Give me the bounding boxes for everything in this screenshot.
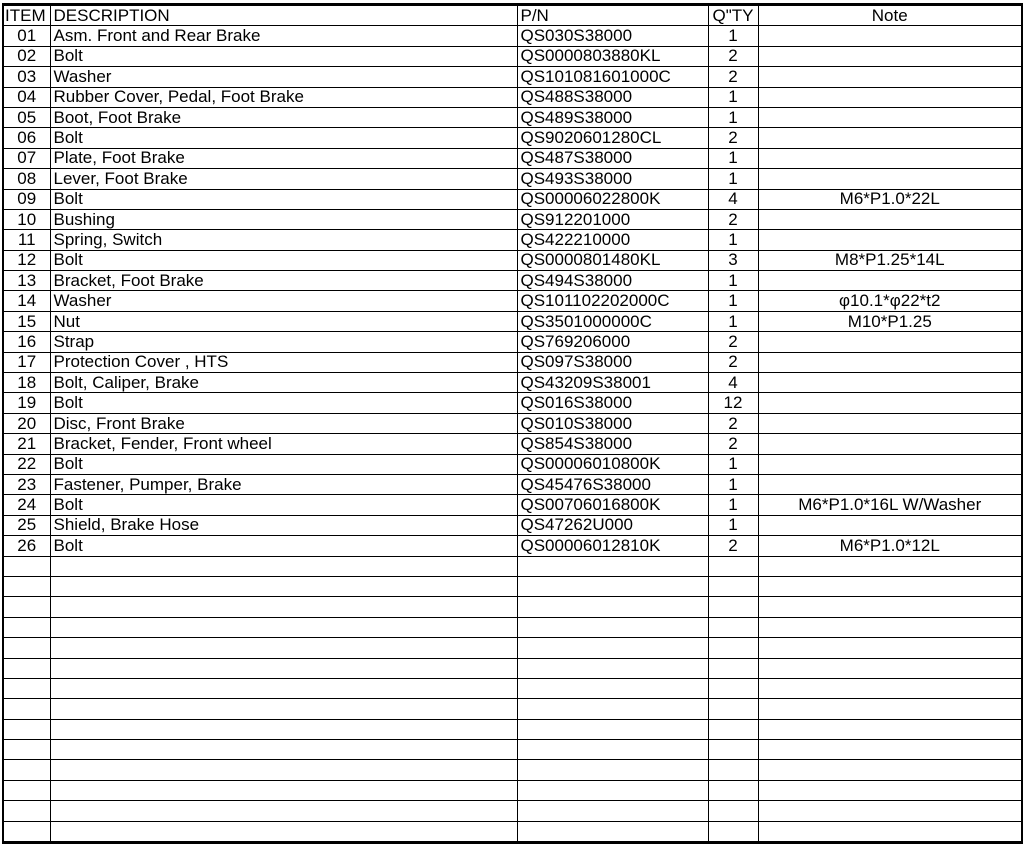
empty-row bbox=[3, 740, 1022, 760]
cell-quantity: 2 bbox=[708, 128, 758, 148]
table-row bbox=[3, 107, 1022, 127]
cell-note bbox=[758, 393, 1022, 413]
empty-cell bbox=[3, 658, 50, 678]
cell-quantity: 4 bbox=[708, 189, 758, 209]
cell-item: 24 bbox=[3, 495, 50, 515]
empty-cell bbox=[50, 699, 517, 719]
empty-cell bbox=[3, 801, 50, 821]
table-row bbox=[3, 189, 1022, 209]
empty-cell bbox=[3, 821, 50, 842]
cell-quantity: 1 bbox=[708, 107, 758, 127]
cell-item: 07 bbox=[3, 148, 50, 168]
empty-cell bbox=[708, 719, 758, 739]
cell-part-number: QS45476S38000 bbox=[517, 474, 708, 494]
cell-quantity: 1 bbox=[708, 87, 758, 107]
cell-quantity: 2 bbox=[708, 332, 758, 352]
cell-description: Bolt bbox=[50, 454, 517, 474]
empty-row bbox=[3, 780, 1022, 800]
empty-cell bbox=[517, 801, 708, 821]
cell-note bbox=[758, 413, 1022, 433]
cell-item: 04 bbox=[3, 87, 50, 107]
empty-row bbox=[3, 556, 1022, 576]
cell-note: M6*P1.0*16L W/Washer bbox=[758, 495, 1022, 515]
cell-description: Bracket, Foot Brake bbox=[50, 271, 517, 291]
empty-cell bbox=[3, 740, 50, 760]
header-quantity: Q"TY bbox=[708, 5, 758, 26]
cell-part-number: QS016S38000 bbox=[517, 393, 708, 413]
cell-quantity: 2 bbox=[708, 209, 758, 229]
cell-item: 12 bbox=[3, 250, 50, 270]
empty-cell bbox=[758, 576, 1022, 596]
table-row bbox=[3, 26, 1022, 46]
cell-description: Disc, Front Brake bbox=[50, 413, 517, 433]
table-row bbox=[3, 515, 1022, 535]
cell-quantity: 1 bbox=[708, 26, 758, 46]
empty-row bbox=[3, 719, 1022, 739]
header-note: Note bbox=[758, 5, 1022, 26]
empty-row bbox=[3, 576, 1022, 596]
cell-item: 26 bbox=[3, 536, 50, 556]
cell-note bbox=[758, 474, 1022, 494]
table-row bbox=[3, 413, 1022, 433]
empty-cell bbox=[50, 556, 517, 576]
table-row bbox=[3, 291, 1022, 311]
cell-description: Bolt bbox=[50, 46, 517, 66]
cell-quantity: 1 bbox=[708, 515, 758, 535]
empty-row bbox=[3, 760, 1022, 780]
cell-description: Bolt bbox=[50, 393, 517, 413]
cell-description: Lever, Foot Brake bbox=[50, 169, 517, 189]
table-row bbox=[3, 46, 1022, 66]
cell-part-number: QS854S38000 bbox=[517, 434, 708, 454]
parts-list-table bbox=[2, 3, 1023, 844]
empty-cell bbox=[758, 821, 1022, 842]
table-row bbox=[3, 271, 1022, 291]
cell-quantity: 2 bbox=[708, 352, 758, 372]
empty-cell bbox=[50, 617, 517, 637]
cell-description: Protection Cover , HTS bbox=[50, 352, 517, 372]
empty-cell bbox=[517, 597, 708, 617]
cell-note bbox=[758, 271, 1022, 291]
table-row bbox=[3, 352, 1022, 372]
table-row bbox=[3, 536, 1022, 556]
table-row bbox=[3, 169, 1022, 189]
cell-description: Bolt, Caliper, Brake bbox=[50, 373, 517, 393]
cell-description: Bushing bbox=[50, 209, 517, 229]
cell-quantity: 1 bbox=[708, 495, 758, 515]
parts-table-body bbox=[3, 26, 1022, 843]
empty-cell bbox=[517, 556, 708, 576]
cell-description: Asm. Front and Rear Brake bbox=[50, 26, 517, 46]
cell-item: 10 bbox=[3, 209, 50, 229]
table-row bbox=[3, 250, 1022, 270]
cell-description: Bracket, Fender, Front wheel bbox=[50, 434, 517, 454]
cell-quantity: 12 bbox=[708, 393, 758, 413]
cell-item: 05 bbox=[3, 107, 50, 127]
empty-cell bbox=[758, 678, 1022, 698]
cell-quantity: 2 bbox=[708, 434, 758, 454]
empty-cell bbox=[517, 658, 708, 678]
cell-note bbox=[758, 373, 1022, 393]
cell-part-number: QS9020601280CL bbox=[517, 128, 708, 148]
cell-description: Fastener, Pumper, Brake bbox=[50, 474, 517, 494]
empty-cell bbox=[3, 638, 50, 658]
empty-row bbox=[3, 617, 1022, 637]
empty-cell bbox=[758, 699, 1022, 719]
empty-cell bbox=[758, 617, 1022, 637]
empty-cell bbox=[758, 556, 1022, 576]
cell-item: 21 bbox=[3, 434, 50, 454]
empty-cell bbox=[517, 760, 708, 780]
cell-item: 13 bbox=[3, 271, 50, 291]
empty-cell bbox=[50, 658, 517, 678]
header-row bbox=[3, 5, 1022, 26]
cell-quantity: 1 bbox=[708, 148, 758, 168]
cell-part-number: QS487S38000 bbox=[517, 148, 708, 168]
cell-description: Rubber Cover, Pedal, Foot Brake bbox=[50, 87, 517, 107]
table-row bbox=[3, 454, 1022, 474]
cell-description: Shield, Brake Hose bbox=[50, 515, 517, 535]
cell-item: 03 bbox=[3, 67, 50, 87]
empty-cell bbox=[708, 678, 758, 698]
empty-cell bbox=[758, 658, 1022, 678]
cell-description: Bolt bbox=[50, 250, 517, 270]
empty-cell bbox=[708, 617, 758, 637]
empty-cell bbox=[758, 780, 1022, 800]
cell-part-number: QS030S38000 bbox=[517, 26, 708, 46]
empty-row bbox=[3, 597, 1022, 617]
cell-quantity: 2 bbox=[708, 46, 758, 66]
empty-cell bbox=[3, 556, 50, 576]
table-row bbox=[3, 209, 1022, 229]
cell-part-number: QS00006022800K bbox=[517, 189, 708, 209]
empty-cell bbox=[3, 699, 50, 719]
cell-description: Washer bbox=[50, 291, 517, 311]
cell-item: 19 bbox=[3, 393, 50, 413]
cell-part-number: QS489S38000 bbox=[517, 107, 708, 127]
cell-item: 20 bbox=[3, 413, 50, 433]
cell-note: φ10.1*φ22*t2 bbox=[758, 291, 1022, 311]
cell-part-number: QS493S38000 bbox=[517, 169, 708, 189]
cell-quantity: 1 bbox=[708, 454, 758, 474]
empty-cell bbox=[708, 801, 758, 821]
empty-cell bbox=[708, 740, 758, 760]
empty-cell bbox=[3, 576, 50, 596]
cell-note bbox=[758, 515, 1022, 535]
cell-item: 16 bbox=[3, 332, 50, 352]
empty-cell bbox=[50, 740, 517, 760]
cell-note bbox=[758, 230, 1022, 250]
cell-item: 11 bbox=[3, 230, 50, 250]
cell-note: M6*P1.0*12L bbox=[758, 536, 1022, 556]
table-row bbox=[3, 148, 1022, 168]
empty-cell bbox=[708, 556, 758, 576]
empty-cell bbox=[517, 678, 708, 698]
cell-item: 09 bbox=[3, 189, 50, 209]
cell-quantity: 1 bbox=[708, 169, 758, 189]
empty-cell bbox=[758, 801, 1022, 821]
empty-row bbox=[3, 699, 1022, 719]
table-row bbox=[3, 87, 1022, 107]
cell-part-number: QS00006012810K bbox=[517, 536, 708, 556]
cell-note bbox=[758, 46, 1022, 66]
empty-row bbox=[3, 658, 1022, 678]
empty-cell bbox=[3, 678, 50, 698]
cell-part-number: QS00006010800K bbox=[517, 454, 708, 474]
cell-note bbox=[758, 169, 1022, 189]
empty-cell bbox=[3, 597, 50, 617]
table-row bbox=[3, 311, 1022, 331]
cell-description: Spring, Switch bbox=[50, 230, 517, 250]
cell-note bbox=[758, 434, 1022, 454]
cell-part-number: QS769206000 bbox=[517, 332, 708, 352]
cell-quantity: 1 bbox=[708, 474, 758, 494]
empty-row bbox=[3, 678, 1022, 698]
cell-note bbox=[758, 87, 1022, 107]
header-item: ITEM bbox=[3, 5, 50, 26]
cell-quantity: 4 bbox=[708, 373, 758, 393]
empty-cell bbox=[3, 617, 50, 637]
empty-cell bbox=[50, 638, 517, 658]
empty-cell bbox=[517, 699, 708, 719]
cell-note bbox=[758, 209, 1022, 229]
cell-note bbox=[758, 332, 1022, 352]
empty-cell bbox=[517, 821, 708, 842]
empty-cell bbox=[708, 658, 758, 678]
cell-part-number: QS101102202000C bbox=[517, 291, 708, 311]
empty-cell bbox=[758, 719, 1022, 739]
cell-item: 01 bbox=[3, 26, 50, 46]
cell-note bbox=[758, 352, 1022, 372]
cell-part-number: QS00706016800K bbox=[517, 495, 708, 515]
cell-part-number: QS494S38000 bbox=[517, 271, 708, 291]
cell-note: M10*P1.25 bbox=[758, 311, 1022, 331]
empty-cell bbox=[758, 597, 1022, 617]
cell-part-number: QS0000801480KL bbox=[517, 250, 708, 270]
empty-cell bbox=[708, 821, 758, 842]
cell-part-number: QS422210000 bbox=[517, 230, 708, 250]
cell-item: 22 bbox=[3, 454, 50, 474]
cell-quantity: 3 bbox=[708, 250, 758, 270]
empty-cell bbox=[50, 597, 517, 617]
empty-row bbox=[3, 801, 1022, 821]
cell-note bbox=[758, 107, 1022, 127]
cell-item: 18 bbox=[3, 373, 50, 393]
cell-item: 14 bbox=[3, 291, 50, 311]
empty-cell bbox=[517, 576, 708, 596]
empty-cell bbox=[50, 719, 517, 739]
cell-item: 17 bbox=[3, 352, 50, 372]
cell-description: Bolt bbox=[50, 189, 517, 209]
empty-cell bbox=[3, 760, 50, 780]
table-row bbox=[3, 230, 1022, 250]
empty-cell bbox=[708, 638, 758, 658]
cell-item: 15 bbox=[3, 311, 50, 331]
empty-cell bbox=[50, 821, 517, 842]
empty-cell bbox=[50, 678, 517, 698]
empty-cell bbox=[517, 740, 708, 760]
cell-quantity: 1 bbox=[708, 271, 758, 291]
cell-description: Bolt bbox=[50, 128, 517, 148]
cell-quantity: 2 bbox=[708, 536, 758, 556]
cell-description: Bolt bbox=[50, 495, 517, 515]
header-part-number: P/N bbox=[517, 5, 708, 26]
cell-description: Plate, Foot Brake bbox=[50, 148, 517, 168]
table-row bbox=[3, 495, 1022, 515]
empty-row bbox=[3, 638, 1022, 658]
cell-item: 02 bbox=[3, 46, 50, 66]
empty-cell bbox=[517, 617, 708, 637]
cell-description: Strap bbox=[50, 332, 517, 352]
empty-cell bbox=[708, 597, 758, 617]
cell-part-number: QS47262U000 bbox=[517, 515, 708, 535]
header-description: DESCRIPTION bbox=[50, 5, 517, 26]
empty-cell bbox=[758, 740, 1022, 760]
cell-part-number: QS101081601000C bbox=[517, 67, 708, 87]
cell-part-number: QS0000803880KL bbox=[517, 46, 708, 66]
empty-cell bbox=[708, 699, 758, 719]
cell-description: Nut bbox=[50, 311, 517, 331]
cell-note: M8*P1.25*14L bbox=[758, 250, 1022, 270]
cell-description: Bolt bbox=[50, 536, 517, 556]
cell-note bbox=[758, 454, 1022, 474]
empty-cell bbox=[708, 576, 758, 596]
empty-row bbox=[3, 821, 1022, 842]
empty-cell bbox=[3, 719, 50, 739]
cell-item: 08 bbox=[3, 169, 50, 189]
table-row bbox=[3, 67, 1022, 87]
cell-part-number: QS010S38000 bbox=[517, 413, 708, 433]
cell-quantity: 1 bbox=[708, 311, 758, 331]
cell-note bbox=[758, 67, 1022, 87]
empty-cell bbox=[517, 719, 708, 739]
cell-part-number: QS912201000 bbox=[517, 209, 708, 229]
table-row bbox=[3, 332, 1022, 352]
empty-cell bbox=[758, 760, 1022, 780]
empty-cell bbox=[50, 576, 517, 596]
empty-cell bbox=[758, 638, 1022, 658]
cell-part-number: QS43209S38001 bbox=[517, 373, 708, 393]
empty-cell bbox=[50, 780, 517, 800]
cell-description: Boot, Foot Brake bbox=[50, 107, 517, 127]
table-row bbox=[3, 393, 1022, 413]
cell-note: M6*P1.0*22L bbox=[758, 189, 1022, 209]
cell-item: 23 bbox=[3, 474, 50, 494]
cell-note bbox=[758, 148, 1022, 168]
cell-item: 06 bbox=[3, 128, 50, 148]
empty-cell bbox=[50, 760, 517, 780]
empty-cell bbox=[3, 780, 50, 800]
empty-cell bbox=[708, 780, 758, 800]
cell-item: 25 bbox=[3, 515, 50, 535]
cell-part-number: QS097S38000 bbox=[517, 352, 708, 372]
empty-cell bbox=[50, 801, 517, 821]
cell-part-number: QS3501000000C bbox=[517, 311, 708, 331]
cell-quantity: 2 bbox=[708, 413, 758, 433]
cell-quantity: 2 bbox=[708, 67, 758, 87]
cell-part-number: QS488S38000 bbox=[517, 87, 708, 107]
empty-cell bbox=[517, 638, 708, 658]
empty-cell bbox=[708, 760, 758, 780]
table-row bbox=[3, 474, 1022, 494]
cell-note bbox=[758, 128, 1022, 148]
table-row bbox=[3, 128, 1022, 148]
cell-description: Washer bbox=[50, 67, 517, 87]
cell-note bbox=[758, 26, 1022, 46]
empty-cell bbox=[517, 780, 708, 800]
cell-quantity: 1 bbox=[708, 291, 758, 311]
cell-quantity: 1 bbox=[708, 230, 758, 250]
table-row bbox=[3, 373, 1022, 393]
table-row bbox=[3, 434, 1022, 454]
